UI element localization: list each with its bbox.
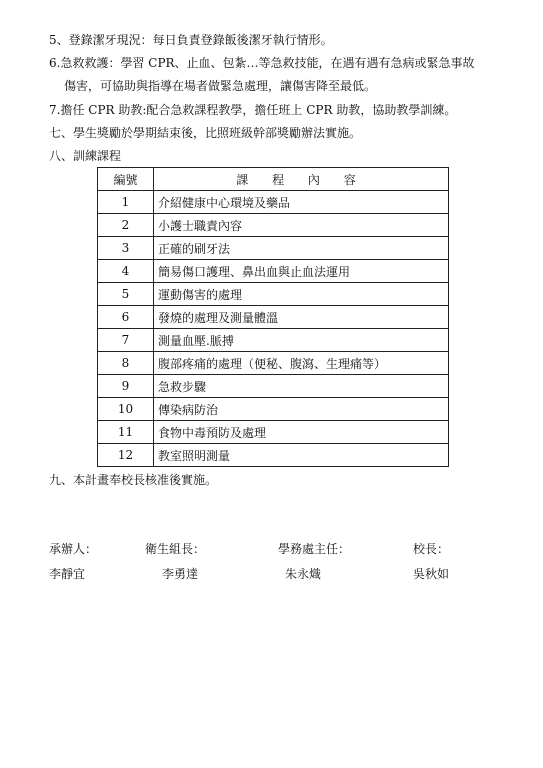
signature-role-student-affairs-director: 學務處主任： <box>278 542 351 556</box>
row-number: 5 <box>98 283 154 306</box>
table-row <box>98 306 449 329</box>
item-5-cleaning-record: 5、登錄潔牙現況：每日負責登錄飯後潔牙執行情形。 <box>49 33 333 47</box>
row-content: 急救步驟 <box>154 375 449 398</box>
row-content: 發燒的處理及測量體溫 <box>154 306 449 329</box>
row-number: 11 <box>98 421 154 444</box>
row-content: 教室照明測量 <box>154 444 449 467</box>
item-6-first-aid-continued: 傷害，可協助與指導在場者做緊急處理，讓傷害降至最低。 <box>64 79 377 93</box>
table-row <box>98 260 449 283</box>
section-9-closing: 九、本計畫奉校長核准後實施。 <box>49 473 218 487</box>
signature-role-principal: 校長： <box>413 542 450 556</box>
table-row <box>98 398 449 421</box>
row-number: 2 <box>98 214 154 237</box>
table-header-row <box>98 168 449 191</box>
row-number: 8 <box>98 352 154 375</box>
item-7-cpr-assistant: 7.擔任 CPR 助教:配合急救課程教學，擔任班上 CPR 助教，協助教學訓練。 <box>49 103 457 117</box>
row-number: 1 <box>98 191 154 214</box>
row-number: 7 <box>98 329 154 352</box>
table-row <box>98 421 449 444</box>
section-8-training-heading: 八、訓練課程 <box>49 149 122 163</box>
table-row <box>98 352 449 375</box>
header-content: 課 程 內 容 <box>154 168 449 191</box>
table-row <box>98 283 449 306</box>
row-content: 運動傷害的處理 <box>154 283 449 306</box>
signature-name-contractor: 李靜宜 <box>49 567 86 581</box>
row-content: 正確的刷牙法 <box>154 237 449 260</box>
row-content: 介紹健康中心環境及藥品 <box>154 191 449 214</box>
section-7-rewards: 七、學生獎勵於學期結束後，比照班級幹部獎勵辦法實施。 <box>49 126 362 140</box>
table-row <box>98 444 449 467</box>
table-row <box>98 329 449 352</box>
item-6-first-aid: 6.急救救護：學習 CPR、止血、包紮…等急救技能，在遇有遇有急病或緊急事故 <box>49 56 475 70</box>
row-content: 簡易傷口護理、鼻出血與止血法運用 <box>154 260 449 283</box>
table-row <box>98 237 449 260</box>
signature-name-principal: 吳秋如 <box>413 567 450 581</box>
signature-name-student-affairs-director: 朱永熾 <box>285 567 322 581</box>
row-content: 小護士職責內容 <box>154 214 449 237</box>
signature-role-health-section-chief: 衛生組長： <box>145 542 206 556</box>
table-row <box>98 214 449 237</box>
row-number: 9 <box>98 375 154 398</box>
table-row <box>98 375 449 398</box>
row-content: 傳染病防治 <box>154 398 449 421</box>
header-number: 編號 <box>98 168 154 191</box>
row-number: 6 <box>98 306 154 329</box>
row-content: 測量血壓.脈搏 <box>154 329 449 352</box>
row-number: 3 <box>98 237 154 260</box>
row-content: 腹部疼痛的處理（便秘、腹瀉、生理痛等） <box>154 352 449 375</box>
table-row <box>98 191 449 214</box>
signature-name-health-section-chief: 李勇達 <box>162 567 199 581</box>
row-number: 4 <box>98 260 154 283</box>
training-course-table <box>97 167 449 467</box>
row-content: 食物中毒預防及處理 <box>154 421 449 444</box>
row-number: 10 <box>98 398 154 421</box>
row-number: 12 <box>98 444 154 467</box>
signature-role-contractor: 承辦人： <box>49 542 98 556</box>
